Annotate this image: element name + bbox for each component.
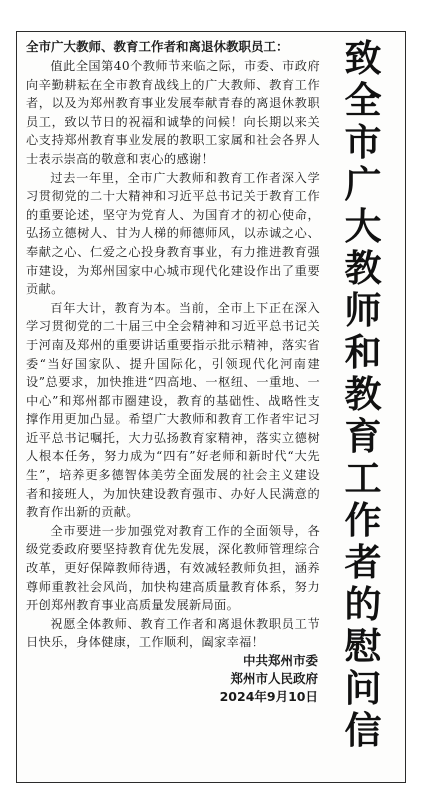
paragraph-4: 全市要进一步加强党对教育工作的全面领导，各级党委政府要坚持教育优先发展，深化教师管理综合改革，更好保障教师待遇，有效减轻教师负担，涵养尊师重教社会风尚，加快构建高质量教育体系，努力开创郑州教育事业高质量发展新局面。 — [26, 523, 320, 613]
title-char: 和 — [344, 331, 382, 374]
signature-party-committee: 中共郑州市委 — [242, 653, 318, 668]
title-char: 全 — [344, 79, 382, 122]
letter-body — [26, 38, 320, 768]
vertical-title — [330, 38, 396, 768]
title-char: 作 — [344, 499, 382, 542]
title-char: 育 — [344, 415, 382, 458]
paragraph-2: 过去一年里，全市广大教师和教育工作者深入学习贯彻党的二十大精神和习近平总书记关于教育工作的重要论述，坚守为党育人、为国育才的初心使命，弘扬立德树人、甘为人梯的师德师风，以赤诚之心、奉献之心、仁爱之心投身教育事业，有力推进教育强市建设，为郑州国家中心城市现代化建设作出了重要贡献。 — [26, 170, 320, 297]
paragraph-3: 百年大计，教育为本。当前，全市上下正在深入学习贯彻党的二十届三中全会精神和习近平总书记关于河南及郑州的重要讲话重要指示批示精神，落实省委“当好国家队、提升国际化，引领现代化河南建设”总要求，加快推进“四高地、一枢纽、一重地、一中心”和郑州都市圈建设，教育的基础性、战略性支撑作用更加凸显。希望广大教师和教育工作者牢记习近平总书记嘱托，大力弘扬教育家精神，落实立德树人根本任务，努力成为“四有”好老师和新时代“大先生”，培养更多德智体美劳全面发展的社会主义建设者和接班人，为加快建设教育强市、办好人民满意的教育作出新的贡献。 — [26, 300, 320, 520]
title-char: 教 — [344, 373, 382, 416]
paragraph-1: 值此全国第40个教师节来临之际，市委、市政府向辛勤耕耘在全市教育战线上的广大教师、教育工作者，以及为郑州教育事业发展奉献青春的离退休教职员工，致以节日的祝福和诚挚的问候！向长期以来关心支持郑州教育事业发展的教职工家属和社会各界人士表示崇高的敬意和衷心的感谢！ — [26, 59, 320, 166]
title-char: 慰 — [344, 625, 382, 668]
title-char: 致 — [344, 37, 382, 80]
title-char: 市 — [344, 121, 382, 164]
title-char: 的 — [344, 583, 382, 626]
paragraph-5: 祝愿全体教师、教育工作者和离退休教职员工节日快乐，身体健康，工作顺利，阖家幸福！ — [26, 616, 320, 650]
title-char: 问 — [344, 667, 382, 710]
title-char: 大 — [344, 205, 382, 248]
title-char: 广 — [344, 163, 382, 206]
signature-government: 郑州市人民政府 — [230, 671, 318, 686]
title-char: 师 — [344, 289, 382, 332]
title-char: 信 — [344, 709, 382, 752]
salutation: 全市广大教师、教育工作者和离退休教职员工： — [26, 39, 289, 54]
signature-date: 2024年9月10日 — [219, 689, 318, 704]
title-char: 教 — [344, 247, 382, 290]
title-char: 者 — [344, 541, 382, 584]
title-char: 工 — [344, 457, 382, 500]
